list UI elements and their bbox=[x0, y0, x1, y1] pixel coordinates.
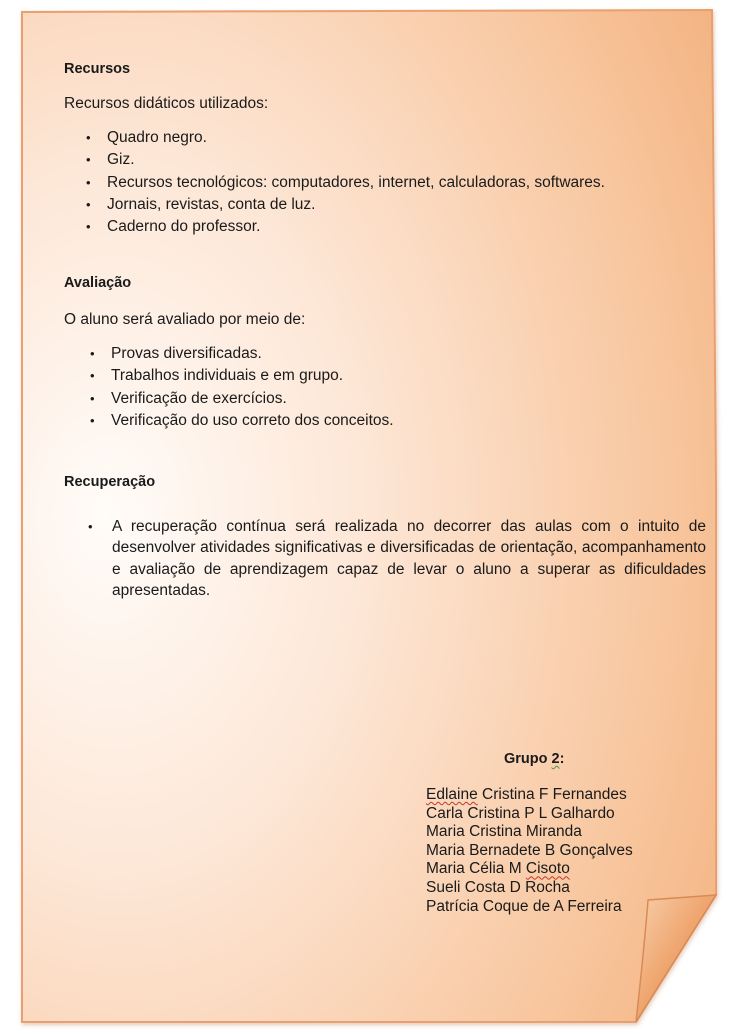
list-item: • Verificação de exercícios. bbox=[90, 388, 394, 410]
member-name: Maria Célia M Cisoto bbox=[426, 860, 570, 878]
list-recursos bbox=[86, 127, 605, 238]
bullet-icon: • bbox=[88, 519, 93, 534]
recuperacao-paragraph: A recuperação contínua será realizada no decorrer das aulas com o intuito de desenvolver atividades significativas e diversificadas de orientação, acompanhamento e avaliação de aprendizagem capaz de levar o aluno a superar as dificuldades apresentadas. bbox=[112, 518, 706, 599]
group-members-list bbox=[426, 786, 633, 916]
member-name: Maria Bernadete B Gonçalves bbox=[426, 841, 633, 859]
heading-recuperacao: Recuperação bbox=[64, 474, 156, 490]
list-item: • Verificação do uso correto dos conceitos. bbox=[90, 410, 394, 432]
bullet-icon: • bbox=[90, 346, 95, 361]
bullet-icon: • bbox=[90, 412, 95, 428]
member-name: Maria Cristina Miranda bbox=[426, 823, 582, 841]
list-item: • Recursos tecnológicos: computadores, internet, calculadoras, softwares. bbox=[86, 172, 605, 194]
heading-recursos: Recursos bbox=[64, 61, 131, 77]
list-item: • Giz. bbox=[86, 149, 605, 171]
list-item: • Jornais, revistas, conta de luz. bbox=[86, 194, 605, 216]
intro-recursos: Recursos didáticos utilizados: bbox=[64, 95, 269, 112]
list-item: • Provas diversificadas. bbox=[90, 343, 394, 365]
list-avaliacao bbox=[90, 343, 394, 432]
bullet-icon: • bbox=[86, 152, 91, 168]
member-name: Sueli Costa D Rocha bbox=[426, 878, 570, 896]
heading-avaliacao: Avaliação bbox=[64, 275, 132, 291]
list-item: • Caderno do professor. bbox=[86, 216, 605, 238]
member-name: Carla Cristina P L Galhardo bbox=[426, 804, 615, 822]
group-title: Grupo 2: bbox=[504, 751, 565, 767]
bullet-icon: • bbox=[86, 219, 91, 235]
list-item: • Trabalhos individuais e em grupo. bbox=[90, 365, 394, 387]
bullet-icon: • bbox=[90, 368, 95, 384]
bullet-icon: • bbox=[86, 174, 91, 190]
member-name: Edlaine Cristina F Fernandes bbox=[426, 786, 627, 803]
list-item: • Quadro negro. bbox=[86, 127, 605, 149]
bullet-icon: • bbox=[90, 390, 95, 406]
bullet-icon: • bbox=[86, 196, 91, 212]
bullet-icon: • bbox=[86, 130, 91, 145]
member-name: Patrícia Coque de A Ferreira bbox=[426, 897, 622, 915]
intro-avaliacao: O aluno será avaliado por meio de: bbox=[64, 311, 306, 328]
